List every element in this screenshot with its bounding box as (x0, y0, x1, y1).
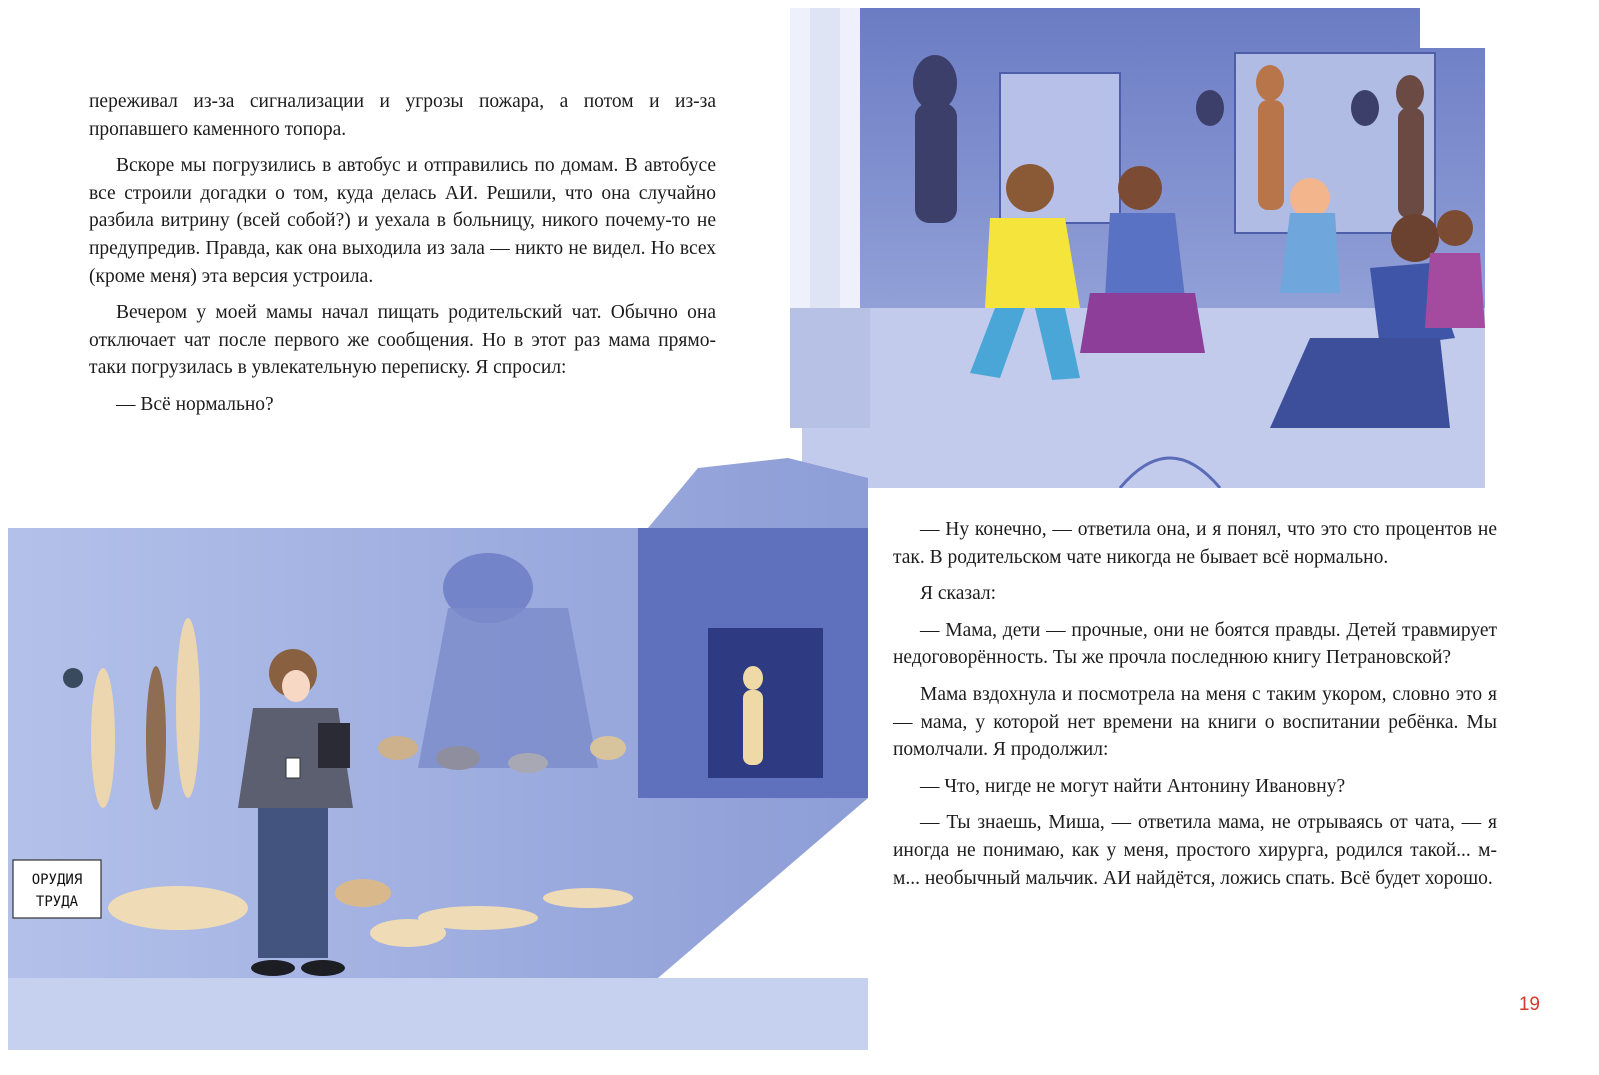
paragraph: Вскоре мы погрузились в автобус и отправились по домам. В автобусе все строили догадки о том, куда делась АИ. Решили, что она случайно разбила витрину (всей собой?) и уехала в больницу, никого почему-то не предупредив. Правда, как она выходила из зала — никто не видел. Но всех (кроме меня) эта версия устроила. (89, 155, 716, 287)
left-text-column (89, 88, 716, 428)
paragraph: Я сказал: (920, 583, 997, 605)
label-line-2: ТРУДА (35, 894, 79, 910)
paragraph: Вечером у моей мамы начал пищать родительский чат. Обычно она отключает чат после первого же сообщения. Но в этот раз мама прямо-таки погрузилась в увлекательную переписку. Я спросил: (89, 302, 716, 379)
label-line-1: ОРУДИЯ (31, 872, 83, 888)
right-text-column (893, 516, 1497, 901)
museum-hall-illustration (790, 8, 1485, 488)
paragraph: — Мама, дети — прочные, они не боятся правды. Детей травмирует недоговорённость. Ты же прочла последнюю книгу Петрановской? (893, 619, 1497, 669)
paragraph: — Что, нигде не могут найти Антонину Ивановну? (920, 775, 1346, 797)
paragraph: — Ну конечно, — ответила она, и я понял, что это сто процентов не так. В родительском чате никогда не бывает всё нормально. (893, 519, 1497, 568)
museum-display-illustration (8, 438, 868, 1050)
paragraph: — Ты знаешь, Миша, — ответила мама, не отрываясь от чата, — я иногда не понимаю, как у меня, простого хирурга, родился такой... м-м... необычный мальчик. АИ найдётся, ложись спать. Всё будет хорошо. (893, 812, 1497, 889)
page-number: 19 (1518, 994, 1540, 1015)
paragraph: переживал из-за сигнализации и угрозы пожара, а потом и из-за пропавшего каменного топора. (89, 91, 716, 140)
paragraph: — Всё нормально? (116, 393, 274, 415)
paragraph: Мама вздохнула и посмотрела на меня с таким укором, словно это я — мама, у которой нет времени на книги о воспитании ребёнка. Мы помолчали. Я продолжил: (893, 683, 1497, 761)
